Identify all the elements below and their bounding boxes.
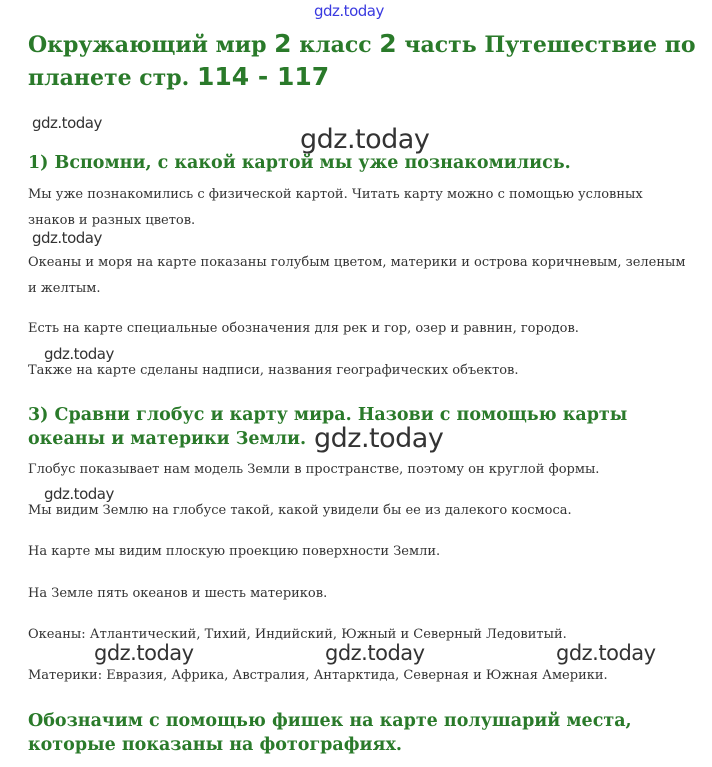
title-part3: часть Путешествие по планете стр. <box>28 32 696 91</box>
title-pages: 114 - 117 <box>197 62 330 91</box>
section4-heading: Обозначим с помощью фишек на карте полушарий места, которые показаны на фотографиях. <box>28 711 632 755</box>
watermark: gdz.today <box>94 641 194 665</box>
watermark: gdz.today <box>44 345 114 363</box>
section1-heading: 1) Вспомни, с какой картой мы уже познакомились. <box>28 153 571 173</box>
watermark: gdz.today <box>32 114 102 132</box>
title-part2: класс <box>291 32 380 58</box>
watermark: gdz.today <box>556 641 656 665</box>
section1-paragraph: Мы уже познакомились с физической картой. Читать карту можно с помощью условных знаков и разных цветов. <box>28 187 643 228</box>
page-title <box>28 28 698 94</box>
watermark: gdz.today <box>44 485 114 503</box>
title-grade: 2 <box>274 29 292 58</box>
watermark: gdz.today <box>325 641 425 665</box>
section1-paragraph: Есть на карте специальные обозначения для рек и гор, озер и равнин, городов. <box>28 321 579 336</box>
section3-paragraph: Материки: Евразия, Африка, Австралия, Антарктида, Северная и Южная Америки. <box>28 668 608 683</box>
watermark-top: gdz.today <box>314 2 384 20</box>
watermark: gdz.today <box>300 124 430 155</box>
watermark: gdz.today <box>32 229 102 247</box>
section3-paragraph: Мы видим Землю на глобусе такой, какой увидели бы ее из далекого космоса. <box>28 503 572 518</box>
section3-paragraph: Океаны: Атлантический, Тихий, Индийский, Южный и Северный Ледовитый. <box>28 627 567 642</box>
section1-paragraph: Также на карте сделаны надписи, названия географических объектов. <box>28 363 519 378</box>
title-part-number: 2 <box>379 29 397 58</box>
section3-heading: 3) Сравни глобус и карту мира. Назови с помощью карты океаны и материки Земли. <box>28 405 628 449</box>
section3-paragraph: На карте мы видим плоскую проекцию поверхности Земли. <box>28 544 441 559</box>
section3-paragraph: На Земле пять океанов и шесть материков. <box>28 586 328 601</box>
section1-paragraph: Океаны и моря на карте показаны голубым цветом, материки и острова коричневым, зеленым и желтым. <box>28 255 686 296</box>
watermark: gdz.today <box>314 423 444 454</box>
title-part1: Окружающий мир <box>28 32 275 58</box>
section3-paragraph: Глобус показывает нам модель Земли в пространстве, поэтому он круглой формы. <box>28 462 600 477</box>
